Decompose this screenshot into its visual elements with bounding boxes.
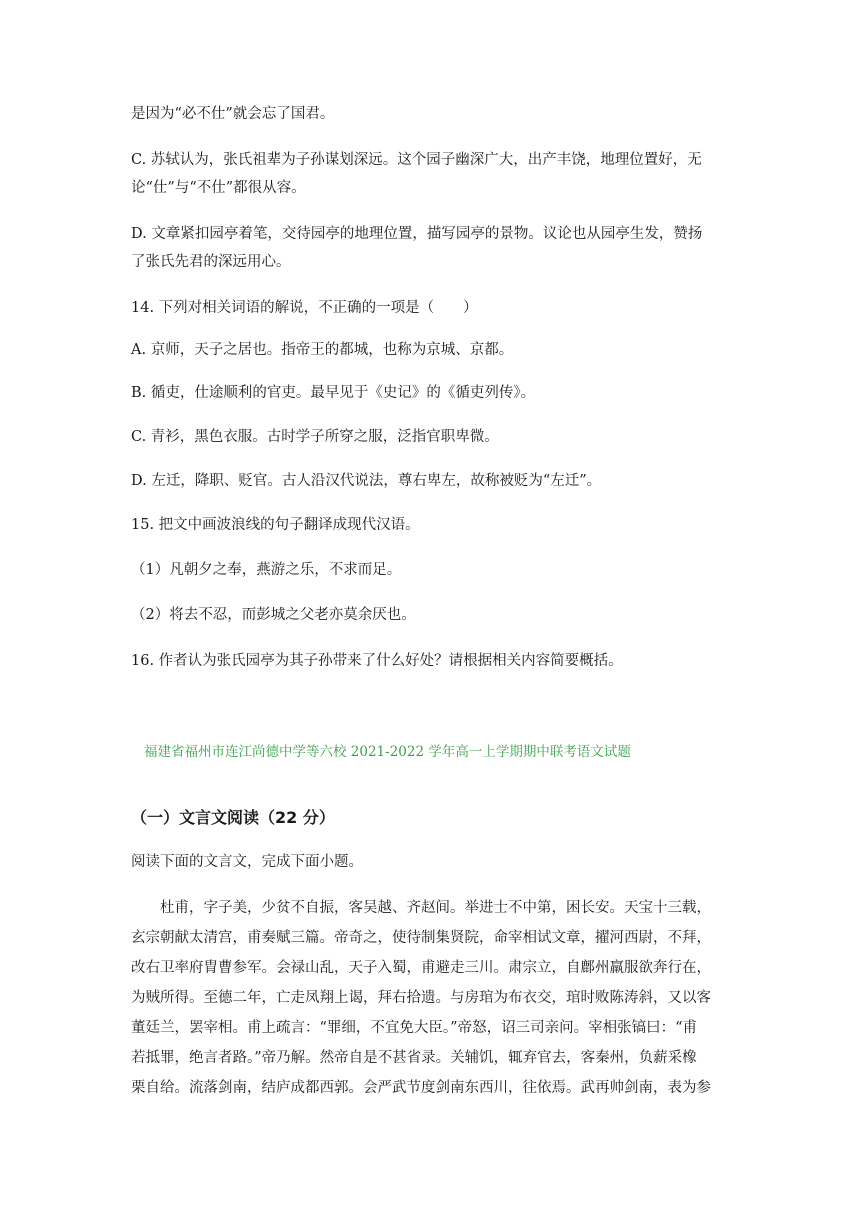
- passage-line-7: 栗自给。流落剑南，结庐成都西郭。会严武节度剑南东西川，往依焉。武再帅剑南，表为参: [131, 1080, 711, 1096]
- passage-line-4: 为贼所得。至德二年，亡走凤翔上谒，拜右拾遗。与房琯为布衣交，琯时败陈涛斜，又以客: [131, 990, 711, 1006]
- passage-line-6: 若抵罪，绝言者路。”帝乃解。然帝自是不甚省录。关辅饥，辄弃官去，客秦州，负薪采橡: [131, 1050, 697, 1066]
- passage-line-2: 玄宗朝献太清宫，甫奏赋三篇。帝奇之，使待制集贤院，命宰相试文章，擢河西尉，不拜，: [131, 930, 711, 946]
- question-14-option-c: C. 青衫，黑色衣服。古时学子所穿之服，泛指官职卑微。: [131, 429, 499, 445]
- question-15-item-2: （2）将去不忍，而彭城之父老亦莫余厌也。: [131, 607, 416, 623]
- option-d-line-1: D. 文章紧扣园亭着笔，交待园亭的地理位置，描写园亭的景物。议论也从园亭生发，赞扬: [131, 226, 703, 242]
- question-14-option-d: D. 左迁，降职、贬官。古人沿汉代说法，尊右卑左，故称被贬为“左迁”。: [131, 473, 602, 489]
- question-14: 14. 下列对相关词语的解说，不正确的一项是（ ）: [131, 300, 478, 316]
- option-d-line-2: 了张氏先君的深远用心。: [131, 254, 291, 270]
- section-heading: （一）文言文阅读（22 分）: [131, 808, 335, 827]
- instruction-text: 阅读下面的文言文，完成下面小题。: [131, 854, 363, 870]
- option-c-line-1: C. 苏轼认为，张氏祖辈为子孙谋划深远。这个园子幽深广大，出产丰饶，地理位置好，无: [131, 152, 702, 168]
- passage-line-1: 杜甫，字子美，少贫不自振，客吴越、齐赵间。举进士不中第，困长安。天宝十三载，: [131, 900, 711, 916]
- passage-line-5: 董廷兰，罢宰相。甫上疏言：“罪细，不宜免大臣。”帝怒，诏三司亲问。宰相张镐曰：“甫: [131, 1020, 697, 1036]
- option-c-line-2: 论“仕”与“不仕”都很从容。: [131, 180, 306, 196]
- question-14-option-b: B. 循吏，仕途顺利的官吏。最早见于《史记》的《循吏列传》。: [131, 385, 536, 401]
- question-16: 16. 作者认为张氏园亭为其子孙带来了什么好处？请根据相关内容简要概括。: [131, 653, 623, 669]
- option-b-continuation: 是因为“必不仕”就会忘了国君。: [131, 106, 335, 122]
- question-14-option-a: A. 京师，天子之居也。指帝王的都城，也称为京城、京都。: [131, 342, 514, 358]
- passage-line-3: 改右卫率府胄曹参军。会禄山乱，天子入蜀，甫避走三川。肃宗立，自鄜州羸服欲奔行在，: [131, 960, 711, 976]
- source-link[interactable]: 福建省福州市连江尚德中学等六校 2021-2022 学年高一上学期期中联考语文试题: [144, 744, 631, 760]
- question-15: 15. 把文中画波浪线的句子翻译成现代汉语。: [131, 517, 420, 533]
- question-15-item-1: （1）凡朝夕之奉，燕游之乐，不求而足。: [131, 562, 402, 578]
